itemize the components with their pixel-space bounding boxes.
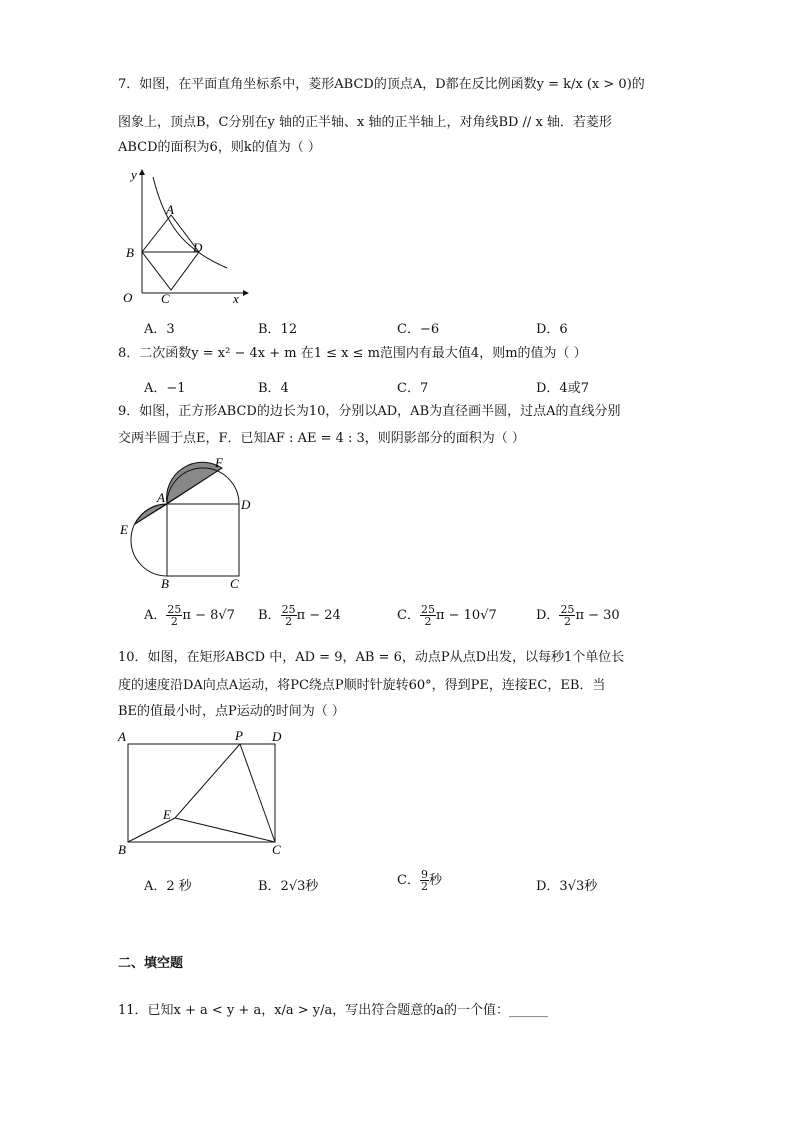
- q9-label-a: A: [157, 490, 165, 505]
- q9-option-a[interactable]: A． $\frac{25}{2}$ π − 8√7: [144, 603, 235, 628]
- section-title-fill-in: 二、填空题: [118, 956, 184, 971]
- q10-segment-ec: [175, 818, 275, 842]
- q7-label-x: x: [233, 291, 239, 306]
- q7-line3: ABCD的面积为6，则k的值为（ ）: [118, 140, 321, 155]
- q10-line2: 度的速度沿DA向点A运动，将PC绕点P顺时针旋转60°，得到PE，连接EC，EB．当: [118, 678, 606, 693]
- q10-segment-pe: [175, 744, 240, 818]
- q10-label-b: B: [118, 842, 126, 857]
- q7-option-d[interactable]: D．6: [536, 322, 568, 337]
- q9-label-e: E: [120, 522, 128, 537]
- q7-x-arrow: [243, 290, 249, 296]
- q9-line2: 交两半圆于点E，F．已知AF : AE = 4 : 3，则阴影部分的面积为（ ）: [118, 431, 525, 446]
- q7-line2: 图象上，顶点B，C分别在y 轴的正半轴、x 轴的正半轴上，对角线BD // x 轴．若菱形: [118, 115, 612, 130]
- q11-answer-blank[interactable]: ______: [509, 1003, 549, 1018]
- q7-label-d: D: [193, 240, 203, 255]
- q7-option-c[interactable]: C．−6: [397, 322, 440, 337]
- q9-option-d[interactable]: D． $\frac{25}{2}$ π − 30: [536, 603, 620, 628]
- q10-label-e: E: [163, 807, 171, 822]
- q8-option-d[interactable]: D．4或7: [536, 381, 589, 396]
- q9-figure: [115, 452, 265, 592]
- q7-label-a: A: [166, 202, 174, 217]
- q9-square: [167, 504, 239, 576]
- q11-line1: 11．已知x + a < y + a，x/a > y/a，写出符合题意的a的一个值：______: [118, 1003, 559, 1019]
- q10-line1: 10．如图，在矩形ABCD 中，AD = 9，AB = 6，动点P从点D出发，以每秒1个单位长: [118, 650, 625, 665]
- q8-option-a[interactable]: A．−1: [144, 381, 186, 396]
- q10-label-c: C: [272, 842, 281, 857]
- q9-option-b[interactable]: B． $\frac{25}{2}$ π − 24: [258, 603, 341, 628]
- q9-line1: 9．如图，正方形ABCD的边长为10，分别以AD，AB为直径画半圆，过点A的直线分别: [118, 404, 621, 419]
- q8-option-b[interactable]: B．4: [258, 381, 289, 396]
- q7-line1: 7．如图，在平面直角坐标系中，菱形ABCD的顶点A，D都在反比例函数y = k/x (x > 0)的: [118, 77, 645, 92]
- q7-option-a[interactable]: A．3: [144, 322, 175, 337]
- q10-option-d[interactable]: D．3√3秒: [536, 879, 598, 894]
- q9-label-c: C: [230, 576, 239, 591]
- q10-rectangle: [128, 744, 275, 842]
- q9-option-c[interactable]: C． $\frac{25}{2}$ π − 10√7: [397, 603, 497, 628]
- q10-line3: BE的值最小时，点P运动的时间为（ ）: [118, 704, 345, 719]
- q10-option-b[interactable]: B．2√3秒: [258, 879, 319, 894]
- q7-hyperbola: [153, 177, 227, 268]
- q7-figure: [115, 165, 250, 310]
- q10-label-a: A: [118, 729, 126, 744]
- q10-segment-pc: [240, 744, 275, 842]
- q7-label-c: C: [161, 291, 170, 306]
- q8-option-c[interactable]: C．7: [397, 381, 429, 396]
- q9-label-f: F: [215, 455, 223, 470]
- q10-label-d: D: [272, 729, 282, 744]
- q7-option-b[interactable]: B．12: [258, 322, 298, 337]
- q7-label-o: O: [123, 290, 133, 305]
- q10-label-p: P: [235, 728, 243, 743]
- q8-line1: 8．二次函数y = x² − 4x + m 在1 ≤ x ≤ m范围内有最大值4，则m的值为（ ）: [118, 346, 587, 361]
- q10-option-a[interactable]: A．2 秒: [144, 879, 192, 894]
- q7-label-y: y: [131, 167, 137, 182]
- q7-y-arrow: [139, 169, 145, 175]
- q9-label-d: D: [241, 497, 251, 512]
- q7-label-b: B: [126, 245, 134, 260]
- q9-label-b: B: [161, 576, 169, 591]
- q10-option-c[interactable]: C． $\frac{9}{2}$ 秒: [397, 868, 442, 893]
- q10-figure: [115, 725, 295, 860]
